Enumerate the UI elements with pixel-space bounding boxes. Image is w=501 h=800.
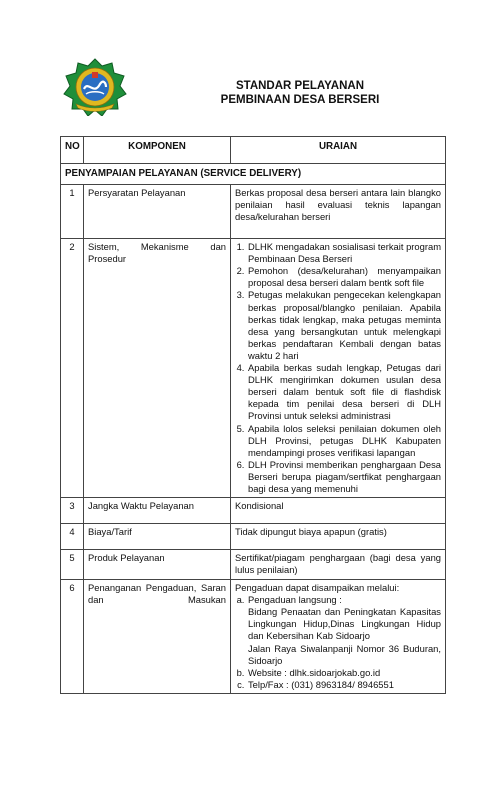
table-row (61, 185, 446, 239)
sidoarjo-emblem-logo (62, 58, 128, 116)
row-uraian (231, 239, 446, 498)
row-number: 6 (61, 580, 84, 694)
procedure-list (235, 241, 441, 495)
row-komponen: Produk Pelayanan (84, 550, 231, 580)
header-uraian: URAIAN (231, 137, 446, 164)
section-title: PENYAMPAIAN PELAYANAN (SERVICE DELIVERY) (61, 164, 446, 185)
table-row (61, 239, 446, 498)
row-number: 3 (61, 498, 84, 524)
row-uraian: Berkas proposal desa berseri antara lain blangko penilaian hasil evaluasi teknis lapangan desa/kelurahan berseri (231, 185, 446, 239)
service-standard-table (60, 136, 446, 694)
document-title-line1: STANDAR PELAYANAN (235, 80, 364, 92)
procedure-step: 1. DLHK mengadakan sosialisasi terkait program Pembinaan Desa Berseri (247, 241, 441, 265)
row-komponen: Biaya/Tarif (84, 524, 231, 550)
row-number: 4 (61, 524, 84, 550)
procedure-step: 5. Apabila lolos seleksi penilaian dokumen oleh DLH Provinsi, petugas DLHK Kabupaten mendampingi proses verifikasi lapangan (247, 423, 441, 459)
complaint-channel-list (235, 594, 441, 691)
row-number: 1 (61, 185, 84, 239)
procedure-step: 2. Pemohon (desa/kelurahan) menyampaikan proposal desa berseri dalam bentk soft file (247, 265, 441, 289)
procedure-step: 3. Petugas melakukan pengecekan kelengkapan berkas proposal/blangko penilaian. Apabila berkas tidak lengkap, maka petugas meminta desa yang bersangkutan untuk melengkapi berkas pendaftaran Kembali dengan batas waktu 2 hari (247, 289, 441, 362)
row-uraian: Tidak dipungut biaya apapun (gratis) (231, 524, 446, 550)
table-row (61, 524, 446, 550)
row-uraian (231, 580, 446, 694)
header-komponen: KOMPONEN (84, 137, 231, 164)
table-row (61, 580, 446, 694)
row-komponen: Jangka Waktu Pelayanan (84, 498, 231, 524)
complaint-channel-phone: c. Telp/Fax : (031) 8963184/ 8946551 (247, 679, 441, 691)
complaint-channel-website: b. Website : dlhk.sidoarjokab.go.id (247, 667, 441, 679)
header-no: NO (61, 137, 84, 164)
channel-office: Bidang Penaatan dan Peningkatan Kapasitas Lingkungan Hidup,Dinas Lingkungan Hidup dan Kebersihan Kab Sidoarjo (248, 606, 441, 642)
complaint-intro: Pengaduan dapat disampaikan melalui: (235, 582, 400, 594)
row-number: 2 (61, 239, 84, 498)
complaint-channel-direct (247, 594, 441, 667)
section-row (61, 164, 446, 185)
row-uraian: Kondisional (231, 498, 446, 524)
channel-address: Jalan Raya Siwalanpanji Nomor 36 Buduran, Sidoarjo (248, 642, 441, 666)
document-title-line2: PEMBINAAN DESA BERSERI (220, 94, 380, 106)
procedure-step: 4. Apabila berkas sudah lengkap, Petugas dari DLHK mengirimkan dokumen usulan desa berseri dalam bentuk soft file di flashdisk kepada tim penilai desa berseri di DLH Provinsi untuk seleksi administrasi (247, 362, 441, 422)
row-uraian: Sertifikat/piagam penghargaan (bagi desa yang lulus penilaian) (231, 550, 446, 580)
table-row (61, 498, 446, 524)
table-row (61, 550, 446, 580)
row-komponen: Sistem, Mekanisme dan Prosedur (84, 239, 231, 498)
row-komponen: Penanganan Pengaduan, Saran dan Masukan (84, 580, 231, 694)
channel-label: a. Pengaduan langsung : (248, 594, 342, 606)
procedure-step: 6. DLH Provinsi memberikan penghargaan Desa Berseri berupa piagam/sertfikat penghargaan bagi desa yang memenuhi (247, 459, 441, 495)
table-header-row (61, 137, 446, 164)
row-komponen: Persyaratan Pelayanan (84, 185, 231, 239)
row-number: 5 (61, 550, 84, 580)
